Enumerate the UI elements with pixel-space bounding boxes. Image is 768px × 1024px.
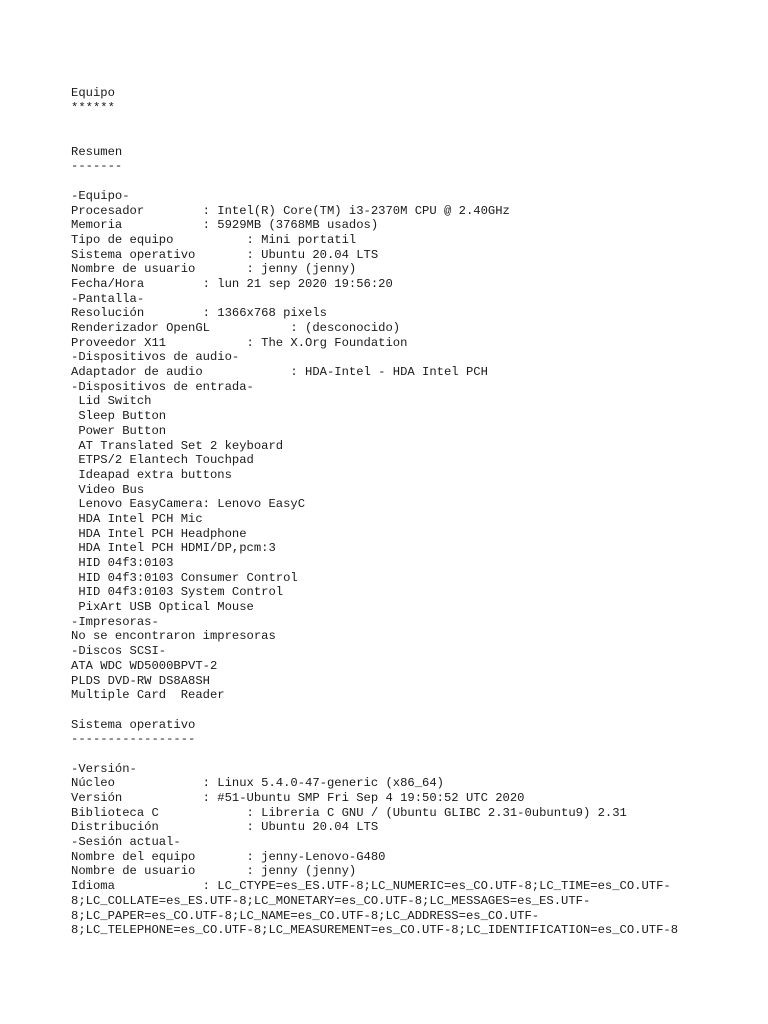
- report-line: HDA Intel PCH Headphone: [71, 526, 247, 541]
- report-line: Nombre del equipo : jenny-Lenovo-G480: [71, 849, 386, 864]
- report-line: HID 04f3:0103 Consumer Control: [71, 570, 298, 585]
- report-line: -Sesión actual-: [71, 835, 181, 850]
- report-line: Distribución : Ubuntu 20.04 LTS: [71, 820, 379, 835]
- report-line: Ideapad extra buttons: [71, 467, 232, 482]
- report-line: [71, 747, 731, 762]
- report-line: Power Button: [71, 423, 167, 438]
- report-line: -Versión-: [71, 761, 137, 776]
- report-line: Idioma : LC_CTYPE=es_ES.UTF-8;LC_NUMERIC=es_CO.UTF-8;LC_TIME=es_CO.UTF-: [71, 879, 671, 894]
- report-line: HDA Intel PCH HDMI/DP,pcm:3: [71, 541, 276, 556]
- report-line: Proveedor X11 : The X.Org Foundation: [71, 335, 408, 350]
- report-line: Resolución : 1366x768 pixels: [71, 306, 327, 321]
- report-line: ATA WDC WD5000BPVT-2: [71, 658, 218, 673]
- report-line: Nombre de usuario : jenny (jenny): [71, 864, 357, 879]
- report-line: Resumen: [71, 144, 123, 159]
- report-line: 8;LC_PAPER=es_CO.UTF-8;LC_NAME=es_CO.UTF-8;LC_ADDRESS=es_CO.UTF-: [71, 908, 540, 923]
- report-line: HID 04f3:0103 System Control: [71, 585, 284, 600]
- report-line: [71, 174, 731, 189]
- report-line: -----------------: [71, 732, 196, 747]
- report-line: Sleep Button: [71, 409, 167, 424]
- report-line: ETPS/2 Elantech Touchpad: [71, 453, 254, 468]
- report-line: Procesador : Intel(R) Core(TM) i3-2370M CPU @ 2.40GHz: [71, 203, 510, 218]
- report-line: Fecha/Hora : lun 21 sep 2020 19:56:20: [71, 276, 393, 291]
- report-line: PLDS DVD-RW DS8A8SH: [71, 673, 210, 688]
- report-line: -Dispositivos de entrada-: [71, 379, 254, 394]
- report-line: Video Bus: [71, 482, 145, 497]
- report-line: HID 04f3:0103: [71, 556, 174, 570]
- report-line: -Impresoras-: [71, 614, 159, 629]
- report-line: Memoria : 5929MB (3768MB usados): [71, 218, 379, 233]
- report-line: Multiple Card Reader: [71, 688, 225, 703]
- report-line: Renderizador OpenGL : (desconocido): [71, 321, 401, 335]
- report-line: PixArt USB Optical Mouse: [71, 600, 254, 615]
- report-line: Sistema operativo: [71, 717, 196, 732]
- report-line: [71, 130, 731, 145]
- report-line: Sistema operativo : Ubuntu 20.04 LTS: [71, 247, 379, 262]
- report-line: Núcleo : Linux 5.4.0-47-generic (x86_64): [71, 776, 444, 791]
- report-line: Biblioteca C : Libreria C GNU / (Ubuntu GLIBC 2.31-0ubuntu9) 2.31: [71, 805, 627, 820]
- system-report-text: [71, 86, 731, 938]
- report-line: [71, 703, 731, 718]
- report-line: 8;LC_COLLATE=es_ES.UTF-8;LC_MONETARY=es_CO.UTF-8;LC_MESSAGES=es_ES.UTF-: [71, 893, 591, 908]
- report-line: Tipo de equipo : Mini portatil: [71, 232, 357, 247]
- report-line: Versión : #51-Ubuntu SMP Fri Sep 4 19:50:52 UTC 2020: [71, 791, 525, 805]
- report-line: ******: [71, 100, 115, 115]
- report-line: HDA Intel PCH Mic: [71, 511, 203, 526]
- report-line: Equipo: [71, 86, 115, 100]
- report-line: Lenovo EasyCamera: Lenovo EasyC: [71, 497, 306, 512]
- report-line: AT Translated Set 2 keyboard: [71, 438, 284, 453]
- report-line: Adaptador de audio : HDA-Intel - HDA Intel PCH: [71, 365, 488, 380]
- report-line: -Equipo-: [71, 188, 130, 203]
- report-line: -Dispositivos de audio-: [71, 350, 240, 365]
- report-line: Lid Switch: [71, 394, 152, 409]
- report-line: Nombre de usuario : jenny (jenny): [71, 262, 357, 277]
- report-line: [71, 115, 731, 130]
- report-line: 8;LC_TELEPHONE=es_CO.UTF-8;LC_MEASUREMENT=es_CO.UTF-8;LC_IDENTIFICATION=es_CO.UTF-8: [71, 923, 679, 938]
- report-line: -Pantalla-: [71, 291, 145, 306]
- report-line: -------: [71, 159, 123, 174]
- report-line: No se encontraron impresoras: [71, 629, 276, 644]
- report-line: -Discos SCSI-: [71, 644, 167, 659]
